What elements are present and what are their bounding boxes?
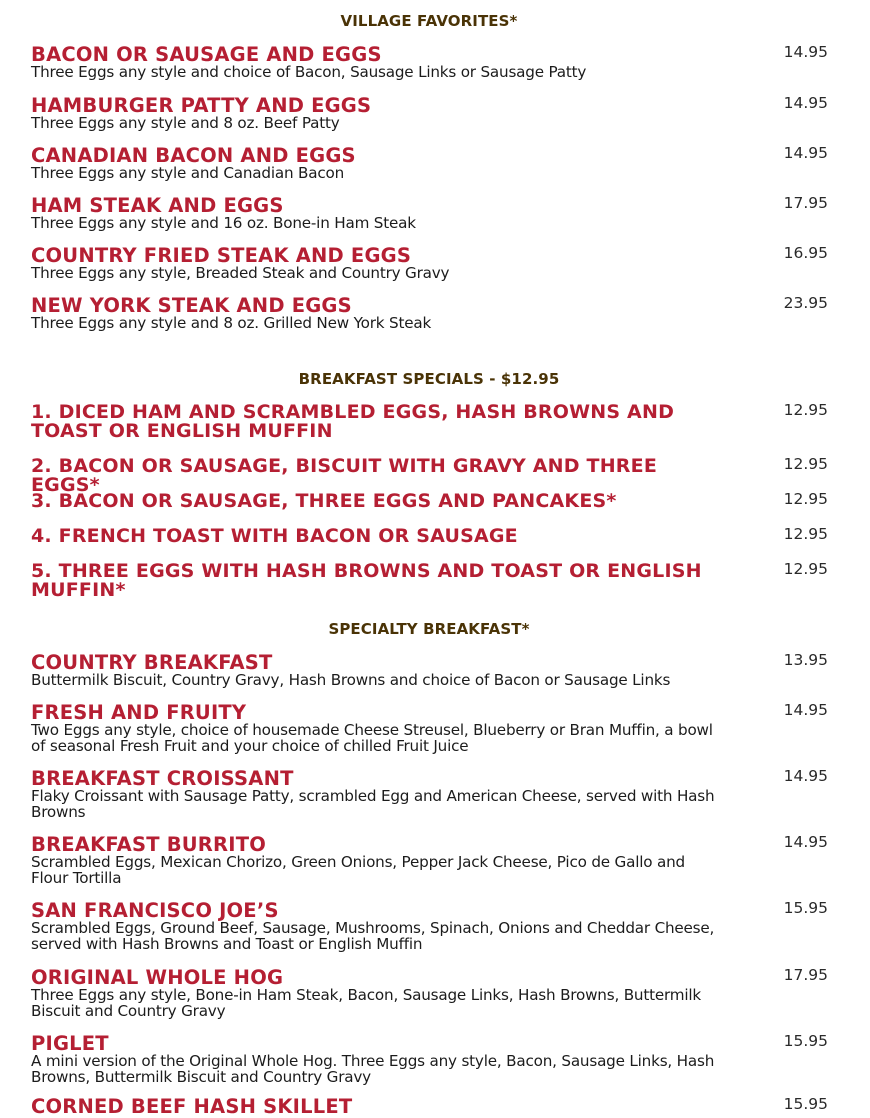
item-price: 14.95 xyxy=(783,833,828,851)
item-name: 2. BACON OR SAUSAGE, BISCUIT WITH GRAVY AND THREE EGGS* xyxy=(31,455,657,496)
menu-item xyxy=(31,1034,831,1085)
menu-item xyxy=(31,45,831,80)
section-title-specialty-breakfast: SPECIALTY BREAKFAST* xyxy=(328,620,530,638)
menu-item xyxy=(31,403,831,441)
item-description: Flaky Croissant with Sausage Patty, scrambled Egg and American Cheese, served with Hash Browns xyxy=(31,787,715,821)
menu-item xyxy=(31,1097,831,1116)
item-name: COUNTRY FRIED STEAK AND EGGS xyxy=(31,244,412,267)
item-price: 23.95 xyxy=(783,294,828,312)
item-name: BREAKFAST CROISSANT xyxy=(31,767,294,790)
menu-item xyxy=(31,96,831,131)
item-price: 13.95 xyxy=(783,651,828,669)
item-description: Three Eggs any style and 16 oz. Bone-in Ham Steak xyxy=(31,214,416,232)
item-description: A mini version of the Original Whole Hog. Three Eggs any style, Bacon, Sausage Links, Hash Browns, Buttermilk Biscuit and Country Gravy xyxy=(31,1052,715,1086)
item-description: Three Eggs any style and 8 oz. Grilled New York Steak xyxy=(31,314,432,332)
item-price: 15.95 xyxy=(783,1032,828,1050)
item-price: 14.95 xyxy=(783,701,828,719)
item-name: BREAKFAST BURRITO xyxy=(31,833,266,856)
item-price: 12.95 xyxy=(783,560,828,578)
menu-item xyxy=(31,769,831,820)
item-description: Two Eggs any style, choice of housemade Cheese Streusel, Blueberry or Bran Muffin, a bowl of seasonal Fresh Fruit and your choice of chilled Fruit Juice xyxy=(31,721,713,755)
item-name: PIGLET xyxy=(31,1032,109,1055)
menu-item xyxy=(31,562,831,600)
item-price: 14.95 xyxy=(783,144,828,162)
menu-item xyxy=(31,703,831,754)
item-description: Three Eggs any style and 8 oz. Beef Patty xyxy=(31,114,340,132)
item-description: Scrambled Eggs, Mexican Chorizo, Green Onions, Pepper Jack Cheese, Pico de Gallo and Flour Tortilla xyxy=(31,853,685,887)
menu-item xyxy=(31,901,831,952)
section-title-village-favorites: VILLAGE FAVORITES* xyxy=(340,12,518,30)
item-name: BACON OR SAUSAGE AND EGGS xyxy=(31,43,382,66)
item-price: 15.95 xyxy=(783,899,828,917)
menu-item xyxy=(31,296,831,331)
item-name: 4. FRENCH TOAST WITH BACON OR SAUSAGE xyxy=(31,525,518,547)
menu-item xyxy=(31,146,831,181)
item-price: 12.95 xyxy=(783,490,828,508)
item-name: NEW YORK STEAK AND EGGS xyxy=(31,294,352,317)
item-description: Three Eggs any style, Bone-in Ham Steak, Bacon, Sausage Links, Hash Browns, Buttermilk Biscuit and Country Gravy xyxy=(31,986,702,1020)
item-price: 16.95 xyxy=(783,244,828,262)
item-description: Three Eggs any style, Breaded Steak and Country Gravy xyxy=(31,264,450,282)
item-name: CANADIAN BACON AND EGGS xyxy=(31,144,356,167)
menu-item xyxy=(31,835,831,886)
item-price: 14.95 xyxy=(783,43,828,61)
item-name: COUNTRY BREAKFAST xyxy=(31,651,273,674)
item-name: 1. DICED HAM AND SCRAMBLED EGGS, HASH BROWNS AND TOAST OR ENGLISH MUFFIN xyxy=(31,401,675,442)
menu-item xyxy=(31,246,831,281)
item-price: 14.95 xyxy=(783,767,828,785)
item-name: HAM STEAK AND EGGS xyxy=(31,194,284,217)
section-title-breakfast-specials: BREAKFAST SPECIALS - $12.95 xyxy=(298,370,560,388)
item-price: 12.95 xyxy=(783,525,828,543)
item-price: 17.95 xyxy=(783,194,828,212)
item-name: 3. BACON OR SAUSAGE, THREE EGGS AND PANCAKES* xyxy=(31,490,617,512)
menu-item xyxy=(31,196,831,231)
item-description: Three Eggs any style and choice of Bacon, Sausage Links or Sausage Patty xyxy=(31,63,587,81)
item-name: HAMBURGER PATTY AND EGGS xyxy=(31,94,372,117)
item-name: FRESH AND FRUITY xyxy=(31,701,247,724)
menu-item xyxy=(31,492,831,511)
item-price: 12.95 xyxy=(783,401,828,419)
menu-item xyxy=(31,653,831,688)
item-price: 14.95 xyxy=(783,94,828,112)
item-price: 17.95 xyxy=(783,966,828,984)
item-name: 5. THREE EGGS WITH HASH BROWNS AND TOAST OR ENGLISH MUFFIN* xyxy=(31,560,702,601)
item-price: 12.95 xyxy=(783,455,828,473)
item-name: CORNED BEEF HASH SKILLET xyxy=(31,1095,353,1118)
item-description: Buttermilk Biscuit, Country Gravy, Hash Browns and choice of Bacon or Sausage Links xyxy=(31,671,671,689)
item-name: ORIGINAL WHOLE HOG xyxy=(31,966,284,989)
item-name: SAN FRANCISCO JOE’S xyxy=(31,899,279,922)
item-price: 15.95 xyxy=(783,1095,828,1113)
item-description: Scrambled Eggs, Ground Beef, Sausage, Mushrooms, Spinach, Onions and Cheddar Cheese, served with Hash Browns and Toast or English Muffin xyxy=(31,919,715,953)
menu-item xyxy=(31,968,831,1019)
item-description: Three Eggs any style and Canadian Bacon xyxy=(31,164,344,182)
menu-item xyxy=(31,527,831,546)
